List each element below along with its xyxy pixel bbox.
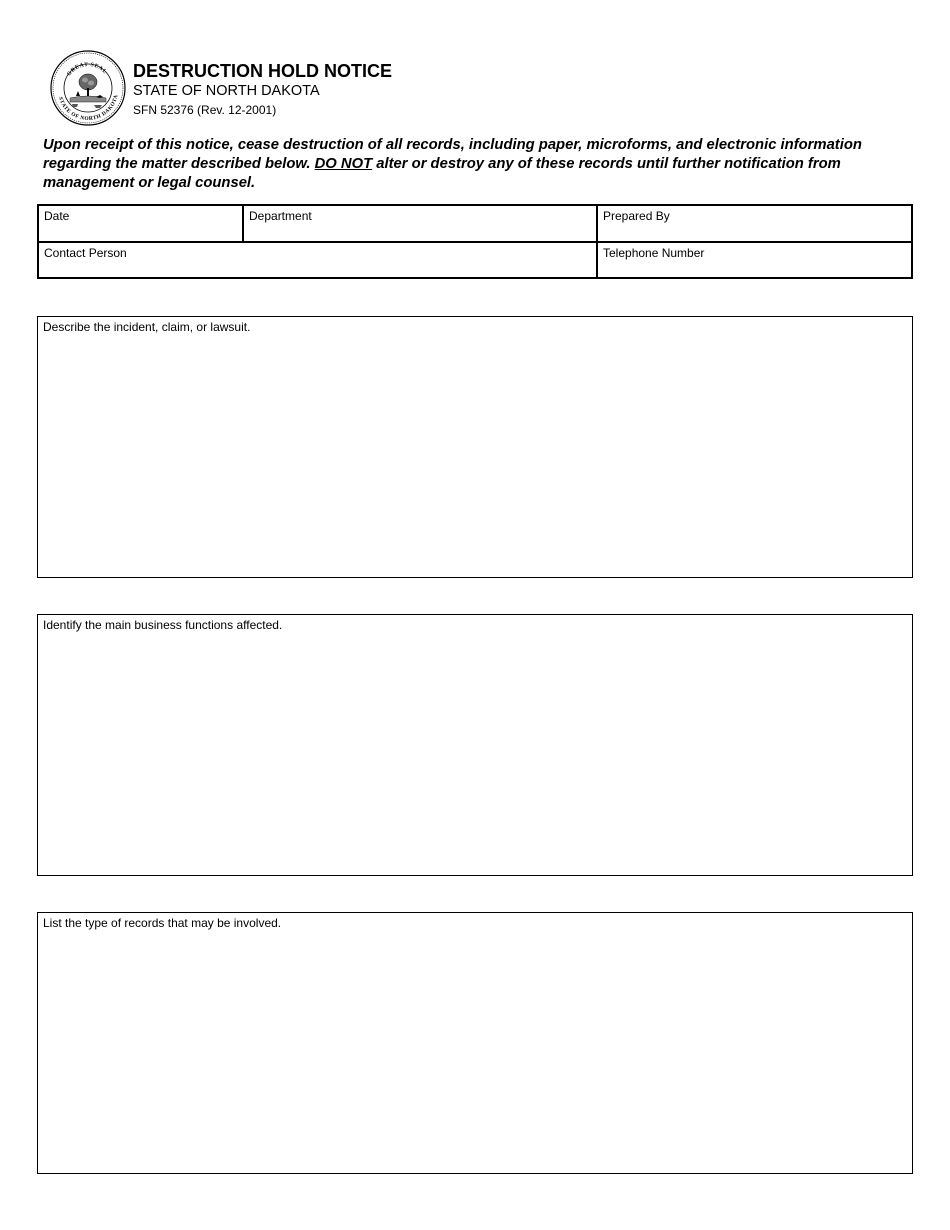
records-label: List the type of records that may be involved. [43, 916, 282, 930]
date-field[interactable] [39, 206, 242, 241]
date-label: Date [44, 209, 70, 223]
prepared-by-label: Prepared By [603, 209, 670, 223]
department-field[interactable] [244, 206, 596, 241]
state-seal-icon [50, 50, 126, 126]
functions-label: Identify the main business functions affected. [43, 618, 283, 632]
contact-person-field[interactable] [39, 243, 596, 277]
functions-section[interactable] [37, 614, 913, 876]
department-label: Department [249, 209, 312, 223]
notice-emphasis: DO NOT [314, 156, 373, 172]
notice-part2: alter or destroy any of these records until further notification from management or legal counsel. [43, 156, 841, 191]
svg-text:GREAT SEAL: GREAT SEAL [66, 61, 109, 78]
state-name: STATE OF NORTH DAKOTA [133, 83, 320, 99]
telephone-label: Telephone Number [603, 246, 705, 260]
notice-text [43, 136, 923, 193]
info-table [37, 204, 913, 279]
incident-label: Describe the incident, claim, or lawsuit. [43, 320, 251, 334]
telephone-field[interactable] [598, 243, 911, 277]
form-number: SFN 52376 (Rev. 12-2001) [133, 103, 277, 117]
svg-text:STATE OF NORTH DAKOTA: STATE OF NORTH DAKOTA [56, 93, 120, 123]
notice-part1: Upon receipt of this notice, cease destruction of all records, including paper, microforms, and electronic information regarding the matter described below. [43, 137, 862, 172]
records-section[interactable] [37, 912, 913, 1174]
form-title: DESTRUCTION HOLD NOTICE [133, 61, 392, 81]
contact-person-label: Contact Person [44, 246, 127, 260]
incident-section[interactable] [37, 316, 913, 578]
prepared-by-field[interactable] [598, 206, 911, 241]
